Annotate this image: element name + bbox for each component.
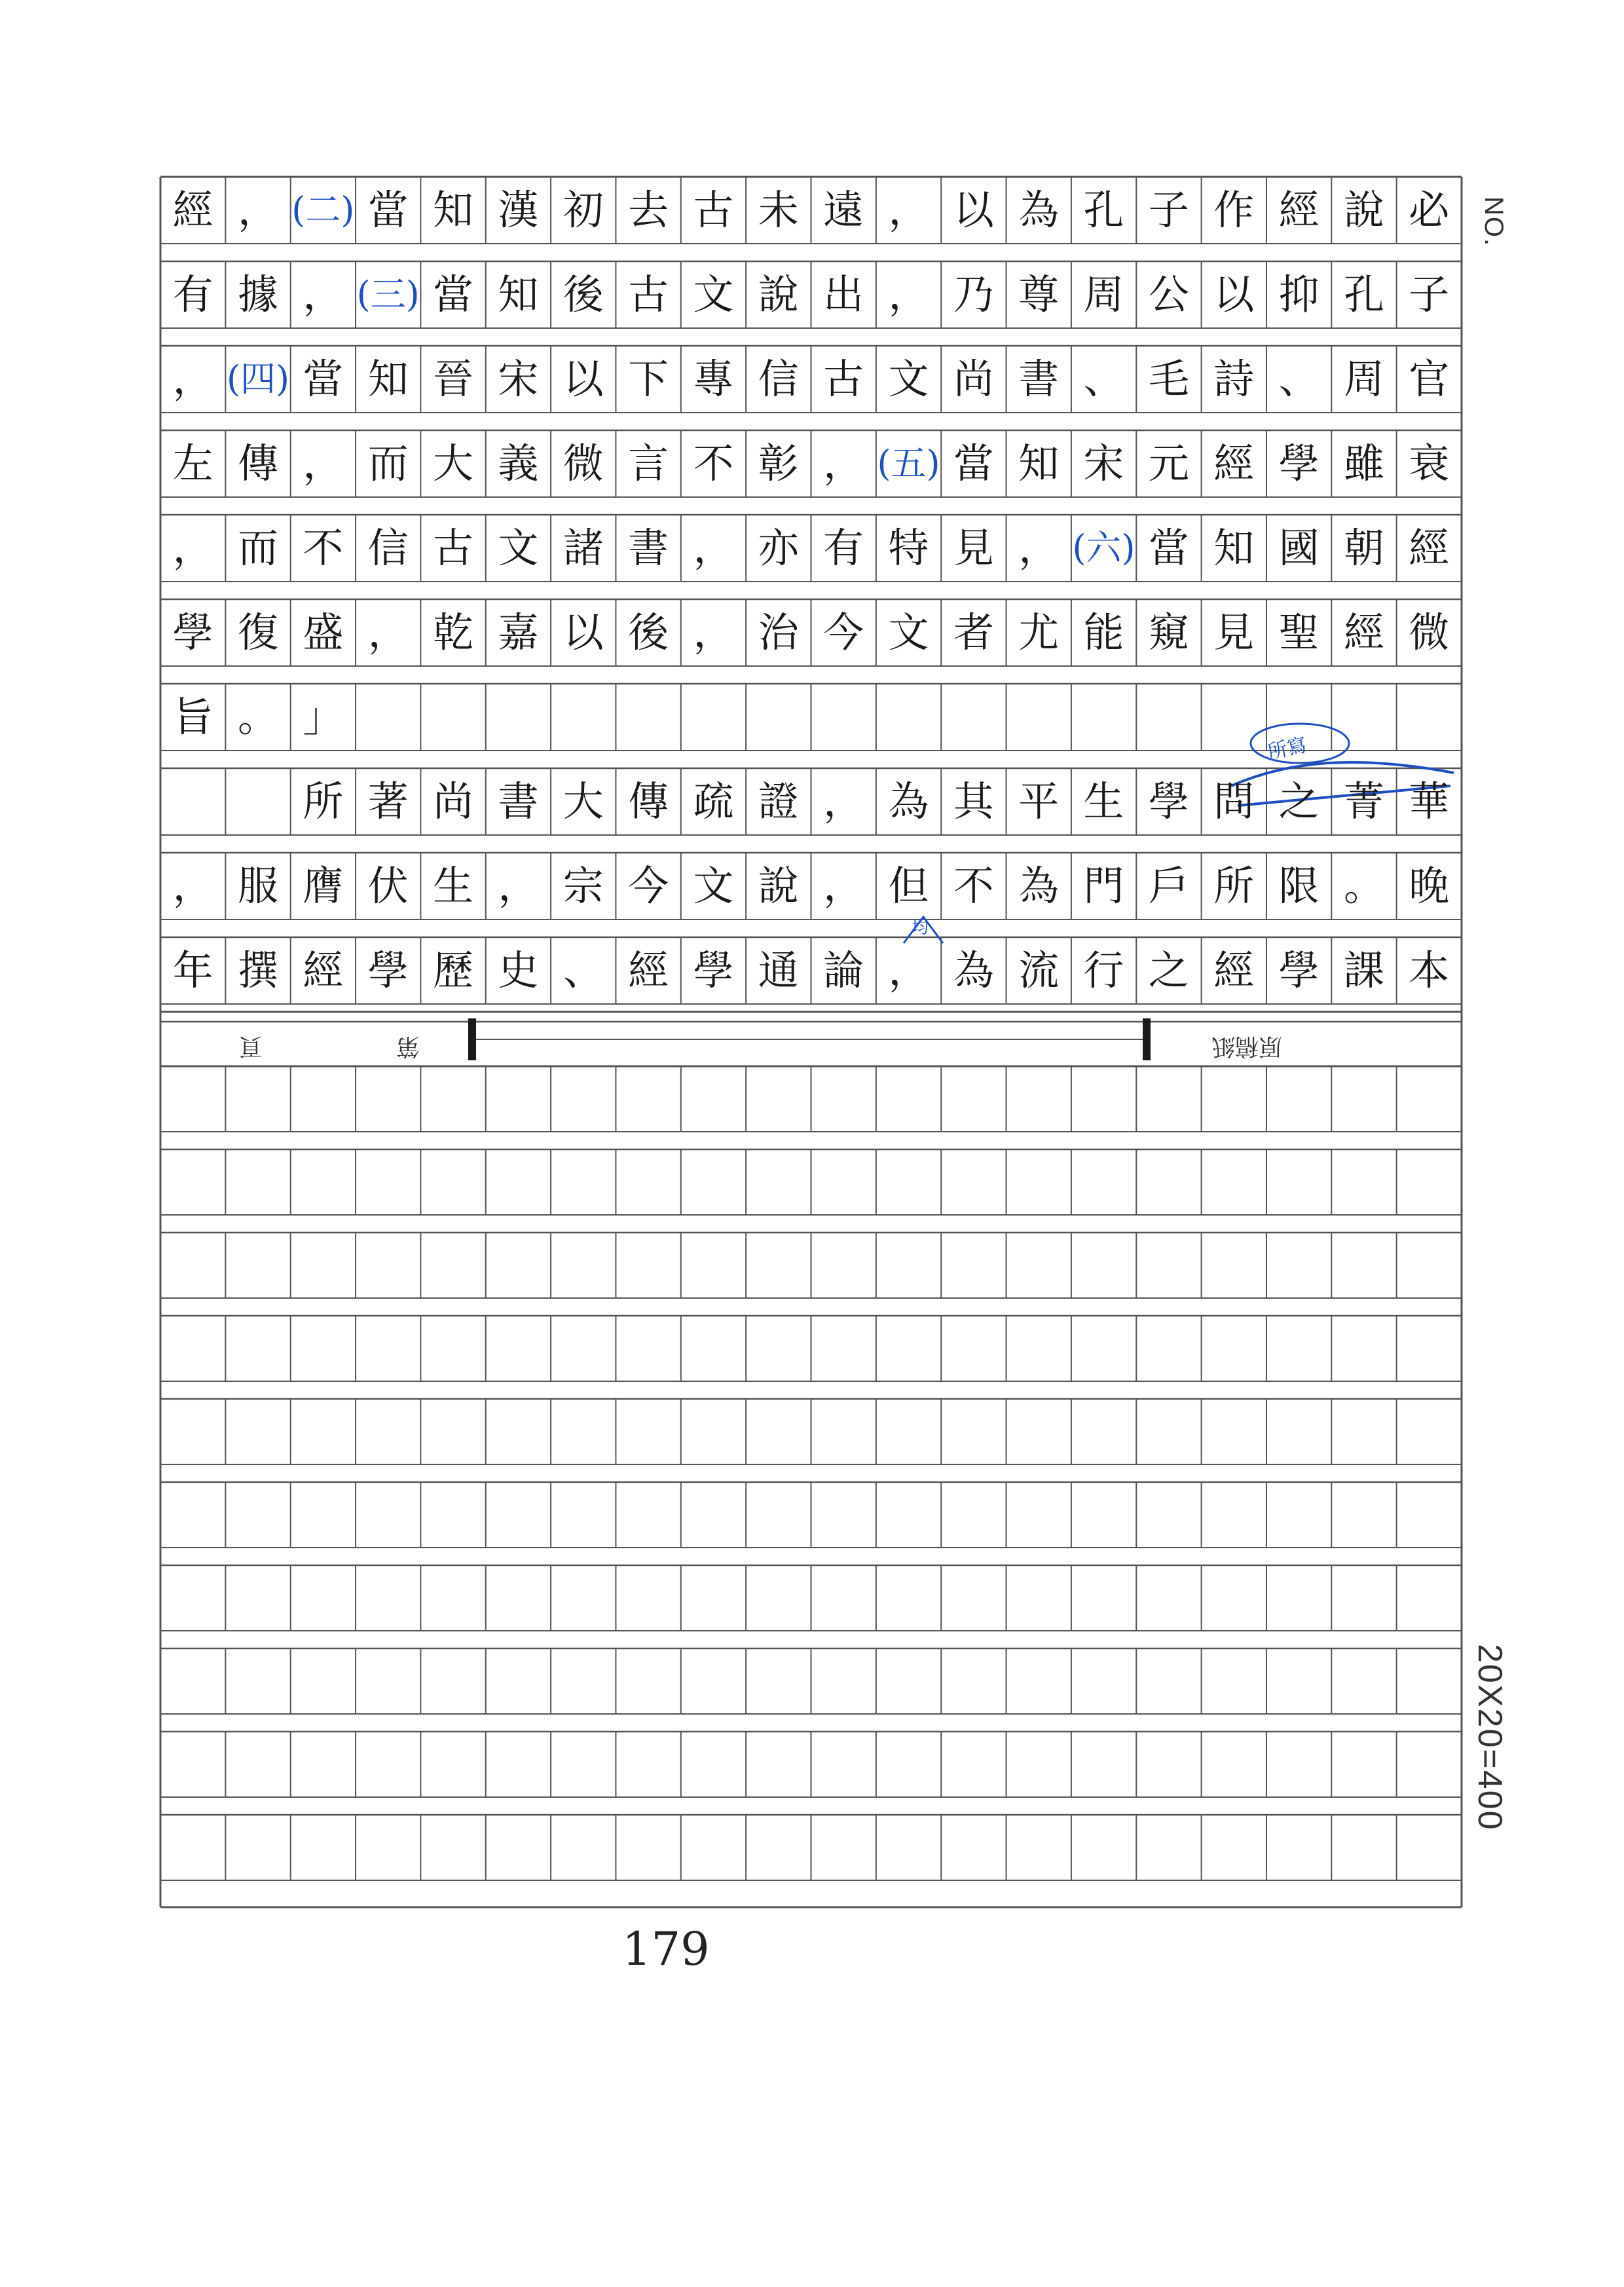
manuscript-char: 伏	[367, 862, 409, 910]
manuscript-char: 聖	[1278, 608, 1320, 656]
manuscript-char: 衰	[1409, 439, 1450, 487]
manuscript-char: (四)	[226, 358, 290, 400]
manuscript-char: 當	[433, 270, 474, 318]
manuscript-char: ，	[823, 862, 864, 910]
manuscript-char: 文	[693, 270, 734, 318]
manuscript-char: 學	[693, 946, 734, 994]
manuscript-char: (二)	[291, 189, 355, 231]
manuscript-char: 彰	[758, 439, 799, 487]
manuscript-char: ，	[693, 524, 734, 572]
manuscript-char: (三)	[356, 274, 420, 315]
manuscript-char: 古	[628, 270, 669, 318]
manuscript-char: 尊	[1018, 270, 1060, 318]
page-number: 179	[622, 1922, 710, 1976]
manuscript-char: 以	[563, 608, 604, 656]
manuscript-char: 當	[953, 439, 994, 487]
manuscript-char: 窺	[1148, 608, 1189, 656]
manuscript-char: 證	[758, 777, 799, 825]
manuscript-char: 。	[238, 693, 279, 741]
manuscript-char: ，	[172, 355, 213, 403]
band-page-label: 頁	[239, 1033, 263, 1060]
manuscript-char: 之	[1278, 777, 1320, 825]
manuscript-char: 尤	[1018, 608, 1060, 656]
manuscript-char: 未	[758, 186, 799, 234]
manuscript-char: 書	[1018, 355, 1060, 403]
manuscript-char: 言	[628, 439, 669, 487]
manuscript-char: ，	[498, 862, 539, 910]
manuscript-char: ，	[367, 608, 409, 656]
manuscript-char: 以	[953, 186, 994, 234]
manuscript-char: ，	[888, 270, 929, 318]
manuscript-char: 書	[498, 777, 539, 825]
manuscript-char: 傳	[628, 777, 669, 825]
manuscript-char: 為	[1018, 862, 1060, 910]
manuscript-char: 所	[303, 777, 344, 825]
manuscript-char: 尚	[953, 355, 994, 403]
manuscript-char: 經	[1213, 439, 1255, 487]
manuscript-char: 孔	[1343, 270, 1384, 318]
manuscript-char: ，	[823, 439, 864, 487]
manuscript-char: 有	[823, 524, 864, 572]
manuscript-char: 說	[758, 862, 799, 910]
manuscript-char: 服	[238, 862, 279, 910]
manuscript-char: ，	[1018, 524, 1060, 572]
manuscript-char: 學	[1148, 777, 1189, 825]
manuscript-char: 經	[1278, 186, 1320, 234]
manuscript-char: 傳	[238, 439, 279, 487]
manuscript-char: 微	[1409, 608, 1450, 656]
manuscript-char: 流	[1018, 946, 1060, 994]
manuscript-char: 平	[1018, 777, 1060, 825]
manuscript-char: ，	[172, 862, 213, 910]
manuscript-char: 學	[367, 946, 409, 994]
manuscript-char: 抑	[1278, 270, 1320, 318]
manuscript-char: 晉	[433, 355, 474, 403]
manuscript-char: 復	[238, 608, 279, 656]
sheet-number-label: NO.	[1479, 196, 1508, 248]
manuscript-char: 、	[1278, 355, 1320, 403]
manuscript-char: 子	[1409, 270, 1450, 318]
manuscript-char: 義	[498, 439, 539, 487]
manuscript-char: 問	[1213, 777, 1255, 825]
manuscript-char: 撰	[238, 946, 279, 994]
manuscript-char: 本	[1409, 946, 1450, 994]
manuscript-char: 門	[1083, 862, 1124, 910]
manuscript-char: ，	[303, 439, 344, 487]
manuscript-char: 雖	[1343, 439, 1384, 487]
manuscript-char: 嘉	[498, 608, 539, 656]
manuscript-char: 官	[1409, 355, 1450, 403]
manuscript-char: ，	[888, 186, 929, 234]
manuscript-char: 經	[303, 946, 344, 994]
manuscript-char: 為	[888, 777, 929, 825]
manuscript-char: 能	[1083, 608, 1124, 656]
manuscript-char: 生	[1083, 777, 1124, 825]
manuscript-char: 諸	[563, 524, 604, 572]
manuscript-char: 不	[693, 439, 734, 487]
manuscript-char: 當	[303, 355, 344, 403]
manuscript-char: 晚	[1409, 862, 1450, 910]
manuscript-char: 乾	[433, 608, 474, 656]
manuscript-char: 生	[433, 862, 474, 910]
manuscript-char: 著	[367, 777, 409, 825]
manuscript-char: 必	[1409, 186, 1450, 234]
manuscript-char: 大	[433, 439, 474, 487]
manuscript-char: 」	[303, 693, 344, 741]
manuscript-char: 詩	[1213, 355, 1255, 403]
manuscript-char: 古	[823, 355, 864, 403]
manuscript-char: 經	[1343, 608, 1384, 656]
manuscript-char: 微	[563, 439, 604, 487]
manuscript-char: 華	[1409, 777, 1450, 825]
manuscript-char: 國	[1278, 524, 1320, 572]
manuscript-char: 為	[953, 946, 994, 994]
manuscript-char: 戶	[1148, 862, 1189, 910]
manuscript-char: ，	[823, 777, 864, 825]
manuscript-char: 文	[693, 862, 734, 910]
manuscript-char: 論	[823, 946, 864, 994]
manuscript-char: 限	[1278, 862, 1320, 910]
manuscript-char: (五)	[877, 443, 940, 484]
manuscript-char: 文	[888, 355, 929, 403]
manuscript-char: ，	[693, 608, 734, 656]
manuscript-char: 宗	[563, 862, 604, 910]
manuscript-char: 專	[693, 355, 734, 403]
manuscript-char: 以	[1213, 270, 1255, 318]
manuscript-char: 學	[1278, 946, 1320, 994]
manuscript-char: 尚	[433, 777, 474, 825]
manuscript-char: 文	[498, 524, 539, 572]
manuscript-char: 說	[758, 270, 799, 318]
manuscript-char: ，	[172, 524, 213, 572]
manuscript-char: 左	[172, 439, 213, 487]
manuscript-char: 所	[1213, 862, 1255, 910]
manuscript-char: 當	[367, 186, 409, 234]
manuscript-char: 課	[1343, 946, 1384, 994]
manuscript-char: 當	[1148, 524, 1189, 572]
manuscript-char: 據	[238, 270, 279, 318]
manuscript-char: 通	[758, 946, 799, 994]
manuscript-char: 今	[628, 862, 669, 910]
manuscript-char: 信	[367, 524, 409, 572]
manuscript-char: 書	[628, 524, 669, 572]
manuscript-char: 出	[823, 270, 864, 318]
manuscript-char: 見	[1213, 608, 1255, 656]
manuscript-char: ，	[303, 270, 344, 318]
sheet-size-label: 20X20=400	[1471, 1644, 1509, 1831]
manuscript-char: 知	[1213, 524, 1255, 572]
manuscript-char: 有	[172, 270, 213, 318]
manuscript-char: 亦	[758, 524, 799, 572]
band-left-bracket	[468, 1018, 476, 1060]
manuscript-char: 學	[1278, 439, 1320, 487]
manuscript-char: 文	[888, 608, 929, 656]
manuscript-char: 說	[1343, 186, 1384, 234]
manuscript-char: ，	[238, 186, 279, 234]
manuscript-char: 盛	[303, 608, 344, 656]
manuscript-char: 者	[953, 608, 994, 656]
manuscript-char: 今	[823, 608, 864, 656]
manuscript-char: (六)	[1072, 527, 1135, 568]
manuscript-char: 年	[172, 946, 213, 994]
manuscript-char: 經	[1409, 524, 1450, 572]
manuscript-char: 作	[1213, 186, 1255, 234]
manuscript-char: 菁	[1343, 777, 1384, 825]
manuscript-char: 知	[367, 355, 409, 403]
manuscript-char: 而	[238, 524, 279, 572]
manuscript-char: 宋	[1083, 439, 1124, 487]
manuscript-char: 其	[953, 777, 994, 825]
manuscript-char: 為	[1018, 186, 1060, 234]
manuscript-char: 公	[1148, 270, 1189, 318]
manuscript-char: 乃	[953, 270, 994, 318]
manuscript-char: 不	[953, 862, 994, 910]
manuscript-char: 知	[433, 186, 474, 234]
manuscript-char: 知	[1018, 439, 1060, 487]
manuscript-char: 治	[758, 608, 799, 656]
manuscript-char: 大	[563, 777, 604, 825]
manuscript-char: 毛	[1148, 355, 1189, 403]
manuscript-char: 史	[498, 946, 539, 994]
manuscript-char: ，	[888, 946, 929, 994]
band-ordinal-label: 第	[396, 1033, 420, 1060]
manuscript-char: 後	[628, 608, 669, 656]
manuscript-char: 經	[628, 946, 669, 994]
manuscript-char: 後	[563, 270, 604, 318]
manuscript-char: 見	[953, 524, 994, 572]
manuscript-char: 學	[172, 608, 213, 656]
manuscript-char: 不	[303, 524, 344, 572]
insert-mark: 均	[912, 918, 929, 938]
manuscript-char: 歷	[433, 946, 474, 994]
manuscript-char: 信	[758, 355, 799, 403]
manuscript-char: 知	[498, 270, 539, 318]
manuscript-char: 、	[1083, 355, 1124, 403]
manuscript-char: 孔	[1083, 186, 1124, 234]
correction-note: 所寫	[1265, 734, 1309, 764]
manuscript-char: 疏	[693, 777, 734, 825]
manuscript-char: 周	[1083, 270, 1124, 318]
manuscript-char: 但	[888, 862, 929, 910]
manuscript-char: 膺	[303, 862, 344, 910]
manuscript-char: 周	[1343, 355, 1384, 403]
manuscript-char: 經	[1213, 946, 1255, 994]
manuscript-char: 之	[1148, 946, 1189, 994]
manuscript-char: 經	[172, 186, 213, 234]
manuscript-char: 去	[628, 186, 669, 234]
manuscript-char: 漢	[498, 186, 539, 234]
manuscript-char: 古	[693, 186, 734, 234]
manuscript-char: 子	[1148, 186, 1189, 234]
band-paper-label: 原稿紙	[1211, 1033, 1283, 1060]
manuscript-char: 特	[888, 524, 929, 572]
manuscript-char: 、	[563, 946, 604, 994]
manuscript-char: 下	[628, 355, 669, 403]
manuscript-char: 遠	[823, 186, 864, 234]
manuscript-char: 行	[1083, 946, 1124, 994]
manuscript-char: 。	[1343, 862, 1384, 910]
manuscript-char: 以	[563, 355, 604, 403]
manuscript-char: 宋	[498, 355, 539, 403]
manuscript-char: 初	[563, 186, 604, 234]
manuscript-char: 朝	[1343, 524, 1384, 572]
manuscript-char: 旨	[172, 693, 213, 741]
manuscript-char: 而	[367, 439, 409, 487]
band-right-bracket	[1143, 1018, 1151, 1060]
manuscript-char: 古	[433, 524, 474, 572]
manuscript-char: 元	[1148, 439, 1189, 487]
